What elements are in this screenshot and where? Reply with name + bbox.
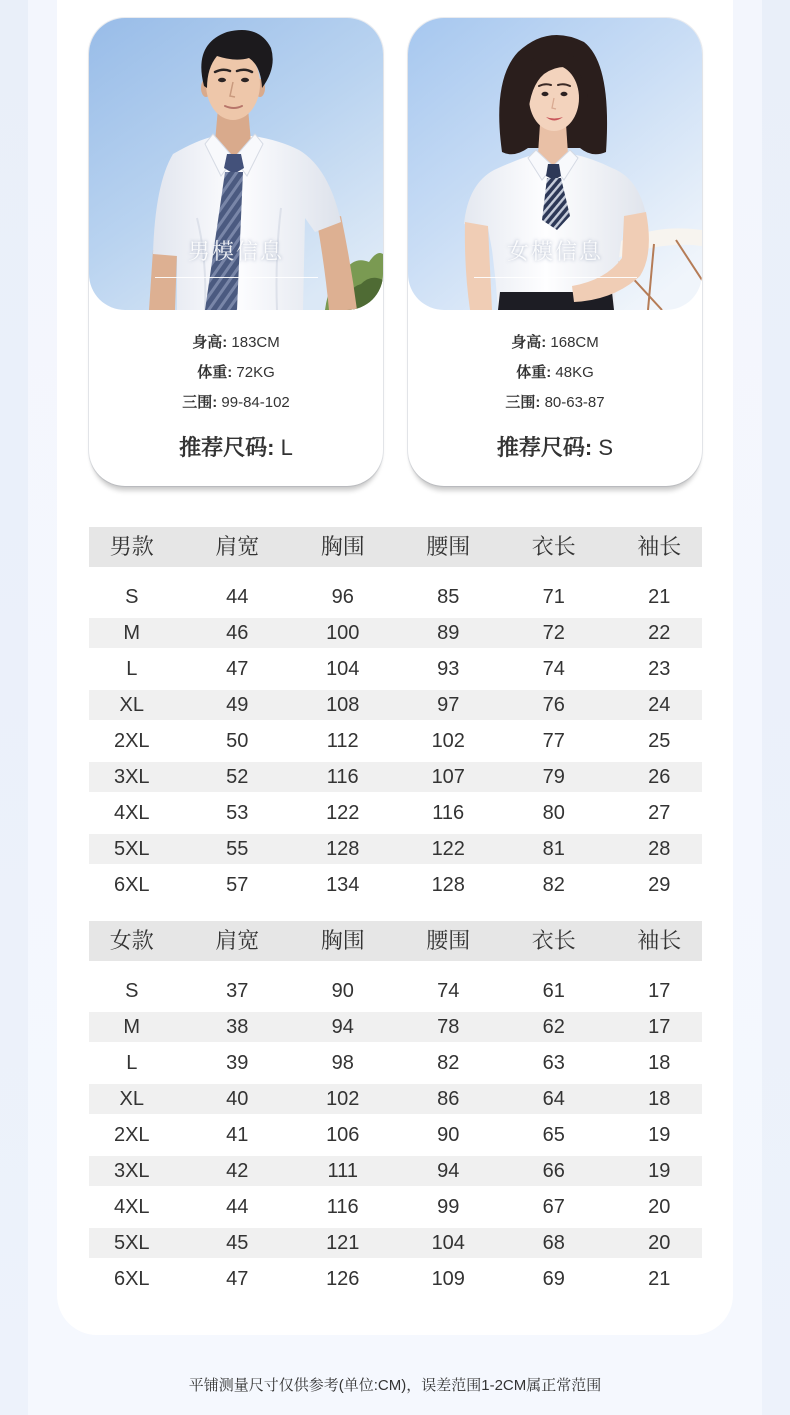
measurement-cell: 98 — [331, 1052, 354, 1074]
measurement-cell: 17 — [648, 980, 671, 1002]
measurement-cell: 122 — [326, 802, 360, 824]
row-grid — [79, 726, 712, 756]
weight-value: 72KG — [236, 364, 275, 381]
measurement-cell: 78 — [437, 1016, 460, 1038]
measurement-cell: 102 — [326, 1088, 360, 1110]
measurement-cell: 21 — [648, 586, 671, 608]
weight-info — [89, 363, 383, 383]
table-row — [89, 690, 702, 720]
measurement-cell: 24 — [648, 694, 671, 716]
measurement-cell: 74 — [542, 658, 565, 680]
measurement-cell: 20 — [648, 1196, 671, 1218]
measurement-cell: 86 — [437, 1088, 460, 1110]
measurement-cell: 82 — [542, 874, 565, 896]
measurement-cell: 134 — [326, 874, 360, 896]
measurement-cell: 57 — [226, 874, 249, 896]
measurement-cell: 109 — [431, 1268, 465, 1290]
row-grid — [79, 762, 712, 792]
measurement-cell: 64 — [542, 1088, 565, 1110]
measurement-cell: 21 — [648, 1268, 671, 1290]
measurement-cell: 79 — [542, 766, 565, 788]
measurement-cell: 50 — [226, 730, 249, 752]
row-grid — [79, 654, 712, 684]
female-model-card — [408, 18, 702, 486]
size-cell: XL — [119, 1088, 144, 1110]
measurement-cell: 96 — [331, 586, 354, 608]
measurement-cell: 40 — [226, 1088, 249, 1110]
size-cell: L — [126, 658, 138, 680]
measurement-cell: 81 — [542, 838, 565, 860]
measurement-cell: 72 — [542, 622, 565, 644]
measurement-cell: 107 — [431, 766, 465, 788]
header-grid — [79, 527, 712, 567]
measurement-cell: 45 — [226, 1232, 249, 1254]
measurement-cell: 80 — [542, 802, 565, 824]
measurement-cell: 18 — [648, 1088, 671, 1110]
column-header: 胸围 — [320, 534, 365, 559]
measurement-cell: 20 — [648, 1232, 671, 1254]
measurement-cell: 126 — [326, 1268, 360, 1290]
measurements-info — [408, 393, 702, 413]
size-cell: 6XL — [113, 1268, 150, 1290]
row-grid — [79, 690, 712, 720]
measurement-cell: 37 — [226, 980, 249, 1002]
measurement-cell: 116 — [326, 766, 359, 788]
size-cell: M — [123, 622, 141, 644]
male-model-card — [89, 18, 383, 486]
table-row — [89, 1228, 702, 1258]
measurement-cell: 53 — [226, 802, 249, 824]
measurement-cell: 116 — [432, 802, 465, 824]
size-cell: L — [126, 1052, 138, 1074]
height-value: 168CM — [550, 334, 599, 351]
measurement-cell: 18 — [648, 1052, 671, 1074]
table-row — [89, 1120, 702, 1150]
title-underline — [155, 277, 318, 278]
row-grid — [79, 1120, 712, 1150]
table-row — [89, 1264, 702, 1294]
measurements-label: 三围: — [505, 394, 541, 411]
table-row — [89, 1156, 702, 1186]
row-grid — [79, 1264, 712, 1294]
measurement-cell: 69 — [542, 1268, 565, 1290]
measurements-value: 80-63-87 — [544, 394, 605, 411]
measurement-cell: 111 — [327, 1160, 358, 1182]
measurement-cell: 61 — [542, 980, 565, 1002]
title-underline — [474, 277, 637, 278]
measurement-cell: 62 — [542, 1016, 565, 1038]
size-cell: 5XL — [113, 1232, 150, 1254]
size-cell: 4XL — [113, 1196, 150, 1218]
table-row — [89, 582, 702, 612]
row-grid — [79, 1048, 712, 1078]
row-grid — [79, 582, 712, 612]
measurement-cell: 112 — [326, 730, 359, 752]
size-cell: S — [125, 586, 139, 608]
weight-label: 体重: — [516, 364, 552, 381]
table-row — [89, 762, 702, 792]
size-cell: XL — [119, 694, 144, 716]
measurement-cell: 108 — [326, 694, 360, 716]
table-row — [89, 834, 702, 864]
measurement-cell: 68 — [542, 1232, 565, 1254]
measurement-cell: 116 — [326, 1196, 359, 1218]
measurement-cell: 47 — [226, 658, 249, 680]
table-body — [89, 567, 702, 900]
table-row — [89, 870, 702, 900]
measurement-cell: 94 — [437, 1160, 460, 1182]
column-header: 肩宽 — [215, 534, 260, 559]
recommended-size-value: L — [280, 435, 293, 460]
height-value: 183CM — [231, 334, 280, 351]
womens-size-table — [89, 921, 702, 1300]
measurement-cell: 77 — [542, 730, 565, 752]
measurement-cell: 26 — [648, 766, 671, 788]
measurements-value: 99-84-102 — [221, 394, 290, 411]
measurement-cell: 41 — [226, 1124, 249, 1146]
measurement-cell: 100 — [326, 622, 360, 644]
table-row — [89, 1048, 702, 1078]
size-cell: 2XL — [113, 730, 150, 752]
measurement-cell: 104 — [431, 1232, 465, 1254]
measurement-cell: 67 — [542, 1196, 565, 1218]
row-grid — [79, 870, 712, 900]
table-body — [89, 961, 702, 1294]
measurement-cell: 128 — [326, 838, 360, 860]
table-row — [89, 726, 702, 756]
row-grid — [79, 1012, 712, 1042]
column-header: 腰围 — [426, 928, 471, 953]
measurement-cell: 55 — [226, 838, 249, 860]
measurement-cell: 85 — [437, 586, 460, 608]
weight-value: 48KG — [555, 364, 594, 381]
measurement-cell: 128 — [431, 874, 465, 896]
measurement-cell: 102 — [431, 730, 465, 752]
measurement-cell: 82 — [437, 1052, 460, 1074]
measurement-cell: 66 — [542, 1160, 565, 1182]
height-label: 身高: — [511, 334, 547, 351]
measurement-cell: 38 — [226, 1016, 249, 1038]
recommended-size — [89, 433, 383, 463]
measurement-cell: 49 — [226, 694, 249, 716]
size-cell: 3XL — [113, 1160, 150, 1182]
table-row — [89, 1012, 702, 1042]
recommended-size — [408, 433, 702, 463]
measurement-cell: 63 — [542, 1052, 565, 1074]
table-row — [89, 618, 702, 648]
measurement-cell: 121 — [326, 1232, 360, 1254]
measurement-cell: 28 — [648, 838, 671, 860]
measurement-cell: 94 — [331, 1016, 354, 1038]
table-row — [89, 654, 702, 684]
height-label: 身高: — [192, 334, 228, 351]
measurements-label: 三围: — [182, 394, 218, 411]
measurement-cell: 97 — [437, 694, 460, 716]
row-grid — [79, 1156, 712, 1186]
measurement-cell: 71 — [542, 586, 565, 608]
table-row — [89, 1084, 702, 1114]
row-grid — [79, 834, 712, 864]
measurement-cell: 104 — [326, 658, 360, 680]
male-model-photo — [89, 18, 383, 310]
mens-size-table — [89, 527, 702, 906]
measurement-cell: 25 — [648, 730, 671, 752]
measurement-cell: 74 — [437, 980, 460, 1002]
table-row — [89, 798, 702, 828]
measurement-cell: 76 — [542, 694, 565, 716]
row-grid — [79, 798, 712, 828]
row-grid — [79, 976, 712, 1006]
measurement-cell: 29 — [648, 874, 671, 896]
height-info — [408, 333, 702, 353]
measurement-cell: 27 — [648, 802, 671, 824]
measurement-cell: 89 — [437, 622, 460, 644]
measurement-cell: 122 — [431, 838, 465, 860]
measurement-cell: 42 — [226, 1160, 249, 1182]
measurement-cell: 22 — [648, 622, 671, 644]
size-cell: 2XL — [113, 1124, 150, 1146]
measurement-cell: 44 — [226, 1196, 249, 1218]
column-header: 衣长 — [531, 928, 576, 953]
male-model-title: 男模信息 — [187, 239, 284, 264]
female-model-photo — [408, 18, 702, 310]
measurement-cell: 17 — [648, 1016, 671, 1038]
recommended-size-label: 推荐尺码: — [179, 435, 275, 460]
size-cell: 6XL — [113, 874, 150, 896]
recommended-size-label: 推荐尺码: — [496, 435, 593, 460]
row-grid — [79, 1228, 712, 1258]
measurement-cell: 93 — [437, 658, 460, 680]
row-grid — [79, 1192, 712, 1222]
measurement-cell: 44 — [226, 586, 249, 608]
table-row — [89, 1192, 702, 1222]
row-grid — [79, 618, 712, 648]
female-model-image — [408, 18, 702, 310]
measurement-note: 平铺测量尺寸仅供参考(单位:CM)，误差范围1-2CM属正常范围 — [188, 1377, 602, 1394]
size-cell: S — [125, 980, 139, 1002]
measurement-cell: 23 — [648, 658, 671, 680]
size-cell: 3XL — [113, 766, 150, 788]
column-header: 肩宽 — [215, 928, 260, 953]
weight-info — [408, 363, 702, 383]
measurement-cell: 65 — [542, 1124, 565, 1146]
column-header: 袖长 — [637, 534, 682, 559]
measurement-cell: 99 — [437, 1196, 460, 1218]
table-header — [89, 921, 702, 961]
measurement-cell: 19 — [648, 1160, 671, 1182]
table-header — [89, 527, 702, 567]
measurement-cell: 46 — [226, 622, 249, 644]
weight-label: 体重: — [197, 364, 233, 381]
measurement-cell: 106 — [326, 1124, 360, 1146]
measurement-cell: 47 — [226, 1268, 249, 1290]
table-row — [89, 976, 702, 1006]
measurement-cell: 39 — [226, 1052, 249, 1074]
recommended-size-value: S — [598, 435, 614, 460]
measurement-cell: 19 — [648, 1124, 671, 1146]
column-header: 胸围 — [320, 928, 365, 953]
column-header: 腰围 — [426, 534, 471, 559]
measurement-cell: 90 — [437, 1124, 460, 1146]
column-header: 女款 — [109, 928, 154, 953]
measurement-cell: 90 — [331, 980, 354, 1002]
measurement-cell: 52 — [226, 766, 249, 788]
column-header: 男款 — [109, 534, 154, 559]
measurements-info — [89, 393, 383, 413]
column-header: 衣长 — [531, 534, 576, 559]
female-model-title: 女模信息 — [506, 239, 603, 264]
row-grid — [79, 1084, 712, 1114]
size-cell: 5XL — [113, 838, 150, 860]
header-grid — [79, 921, 712, 961]
size-cell: 4XL — [113, 802, 150, 824]
column-header: 袖长 — [637, 928, 682, 953]
size-cell: M — [123, 1016, 141, 1038]
male-model-image — [89, 18, 383, 310]
height-info — [89, 333, 383, 353]
